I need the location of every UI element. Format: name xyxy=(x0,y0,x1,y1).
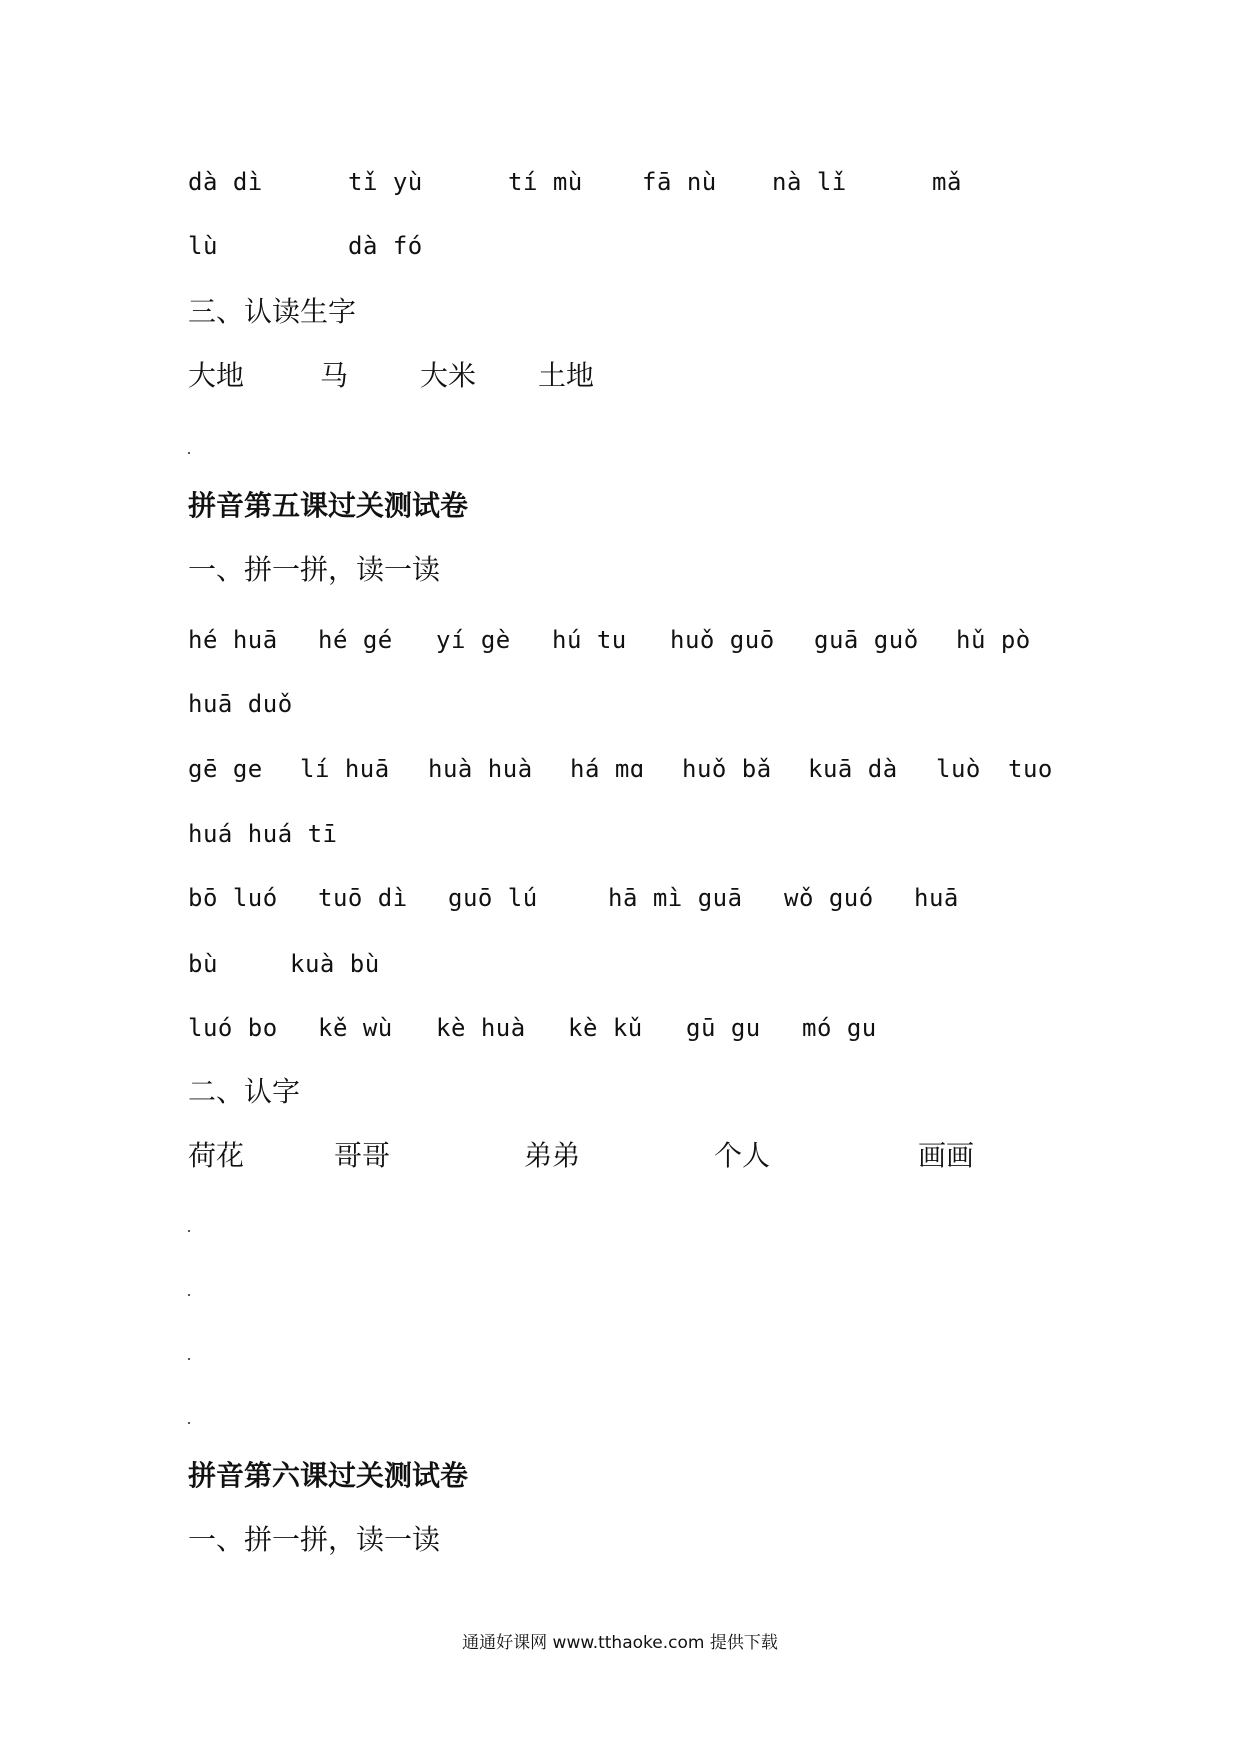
pinyin-word: huà huà xyxy=(428,755,533,783)
paragraph-mark xyxy=(188,1422,190,1424)
section-heading: 三、认读生字 xyxy=(188,295,357,328)
paragraph-mark xyxy=(188,1294,190,1296)
pinyin-word: luó bo xyxy=(188,1014,278,1042)
pinyin-word: lù xyxy=(188,232,218,260)
pinyin-word: há mɑ xyxy=(570,755,645,783)
paragraph-mark xyxy=(188,452,190,454)
character-word: 弟弟 xyxy=(524,1139,581,1172)
character-word: 画画 xyxy=(918,1139,975,1172)
character-word: 荷花 xyxy=(188,1139,245,1172)
character-word: 土地 xyxy=(538,359,595,392)
pinyin-word: lí huā xyxy=(300,755,390,783)
character-word: 马 xyxy=(320,359,349,392)
pinyin-word: huǒ bǎ xyxy=(682,755,772,783)
pinyin-word: gē ge xyxy=(188,755,263,783)
section-heading: 一、拼一拼，读一读 xyxy=(188,553,441,586)
pinyin-word: hé huā xyxy=(188,626,278,654)
pinyin-word: dà fó xyxy=(348,232,423,260)
pinyin-word: huā xyxy=(914,884,959,912)
pinyin-word: kè huà xyxy=(436,1014,526,1042)
paragraph-mark xyxy=(188,1230,190,1232)
page-footer: 通通好课网 www.tthaoke.com 提供下载 xyxy=(462,1633,778,1653)
section-heading: 二、认字 xyxy=(188,1075,301,1108)
pinyin-word: nà lǐ xyxy=(772,168,847,196)
section-heading: 一、拼一拼，读一读 xyxy=(188,1523,441,1556)
pinyin-word: tuō dì xyxy=(318,884,408,912)
pinyin-word: tí mù xyxy=(508,168,583,196)
pinyin-word: huǒ guō xyxy=(670,626,775,654)
pinyin-word: bù xyxy=(188,950,218,978)
pinyin-word: tuo xyxy=(1008,755,1053,783)
pinyin-word: gū gu xyxy=(686,1014,761,1042)
pinyin-word: fā nù xyxy=(642,168,717,196)
character-word: 个人 xyxy=(714,1139,771,1172)
pinyin-word: kuà bù xyxy=(290,950,380,978)
pinyin-word: dà dì xyxy=(188,168,263,196)
lesson-title: 拼音第五课过关测试卷 xyxy=(188,489,469,522)
pinyin-word: hé gé xyxy=(318,626,393,654)
pinyin-word: wǒ guó xyxy=(784,884,874,912)
character-word: 哥哥 xyxy=(334,1139,391,1172)
character-word: 大米 xyxy=(420,359,477,392)
paragraph-mark xyxy=(188,1358,190,1360)
pinyin-word: mǎ xyxy=(932,168,962,196)
pinyin-word: hú tu xyxy=(552,626,627,654)
pinyin-word: guā guǒ xyxy=(814,626,919,654)
pinyin-word: kuā dà xyxy=(808,755,898,783)
pinyin-word: hā mì guā xyxy=(608,884,743,912)
pinyin-word: huā duǒ xyxy=(188,690,293,718)
pinyin-word: bō luó xyxy=(188,884,278,912)
pinyin-word: luò xyxy=(936,755,981,783)
pinyin-word: kè kǔ xyxy=(568,1014,643,1042)
pinyin-word: tǐ yù xyxy=(348,168,423,196)
pinyin-word: huá huá tī xyxy=(188,820,338,848)
pinyin-word: kě wù xyxy=(318,1014,393,1042)
pinyin-word: mó gu xyxy=(802,1014,877,1042)
pinyin-word: hǔ pò xyxy=(956,626,1031,654)
character-word: 大地 xyxy=(188,359,245,392)
pinyin-word: yí gè xyxy=(436,626,511,654)
pinyin-word: guō lú xyxy=(448,884,538,912)
lesson-title: 拼音第六课过关测试卷 xyxy=(188,1459,469,1492)
